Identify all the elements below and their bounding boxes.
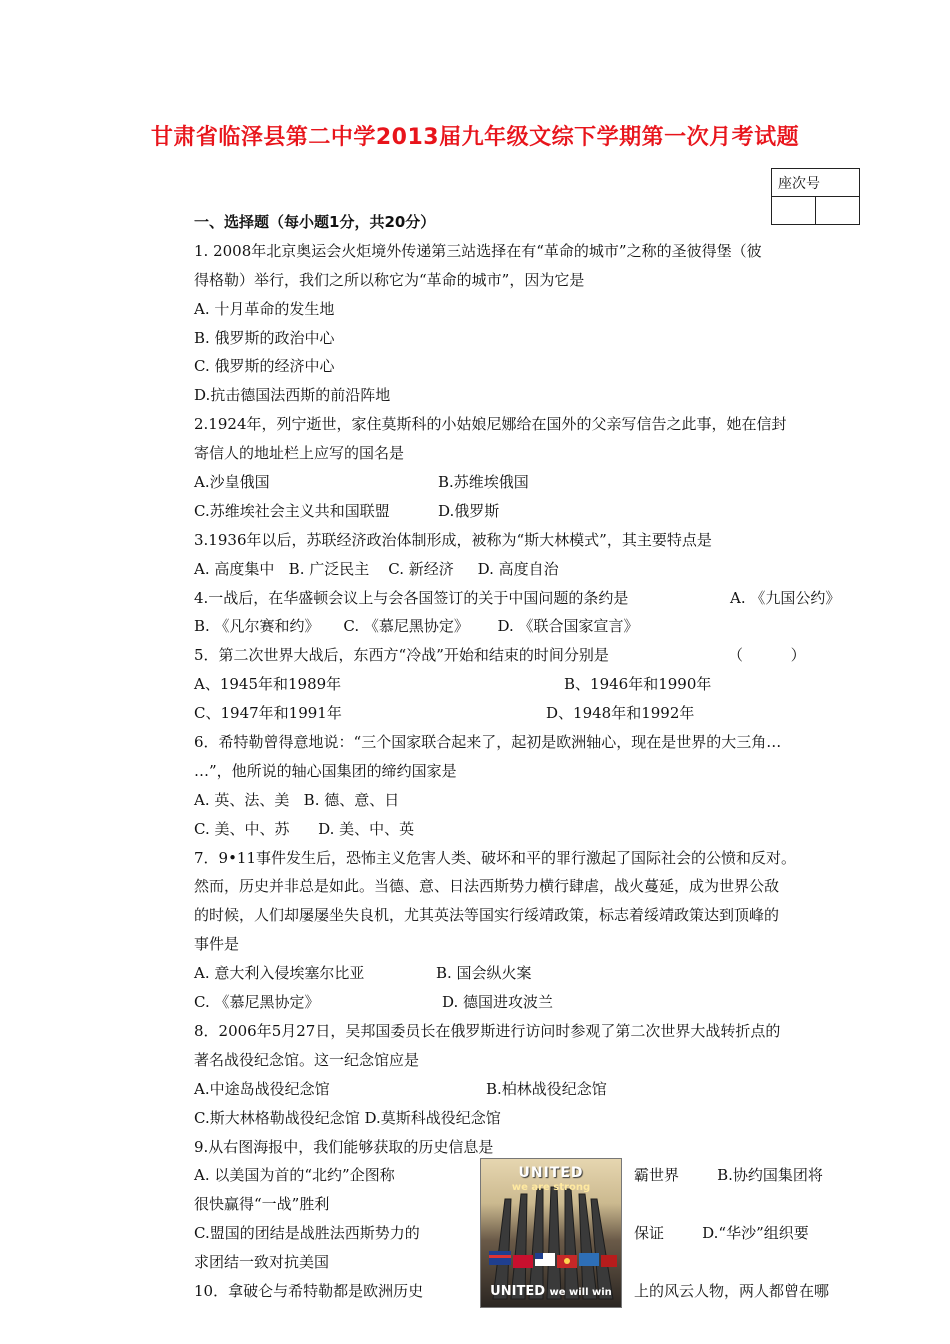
q1-option-c: C. 俄罗斯的经济中心 (194, 357, 335, 376)
q5-stem-line (194, 641, 862, 670)
exam-content (194, 208, 862, 1306)
poster-top-text: UNITED (518, 1165, 584, 1181)
q2-option-b: B.苏维埃俄国 (438, 473, 529, 492)
q2-option-a: A.沙皇俄国 (194, 473, 270, 492)
q7-stem-line-1: 7．9•11事件发生后，恐怖主义危害人类、破坏和平的罪行激起了国际社会的公愤和反对。 (194, 848, 797, 867)
q2-options-cd (194, 497, 862, 526)
q5-option-a: A、1945年和1989年 (194, 675, 342, 694)
q1-option-b: B. 俄罗斯的政治中心 (194, 328, 335, 347)
q6-options-cd: C. 美、中、苏 D. 美、中、英 (194, 819, 415, 838)
q4-option-a: A. 《九国公约》 (730, 588, 841, 607)
q9-row-4: 求团结一致对抗美国 (194, 1253, 330, 1272)
q2-stem-line-1: 2.1924年，列宁逝世，家住莫斯科的小姑娘尼娜给在国外的父亲写信告之此事，她在信封 (194, 415, 787, 434)
q2-options-ab (194, 468, 862, 497)
q4-stem: 4.一战后，在华盛顿会议上与会各国签订的关于中国问题的条约是 (194, 588, 629, 607)
q5-stem: 5．第二次世界大战后，东西方“冷战”开始和结束的时间分别是 (194, 646, 609, 665)
q3-stem: 3.1936年以后，苏联经济政治体制形成，被称为“斯大林模式”，其主要特点是 (194, 530, 712, 549)
poster-bottom-text (481, 1284, 621, 1299)
q7-option-c: C. 《慕尼黑协定》 (194, 993, 320, 1012)
q2-option-c: C.苏维埃社会主义共和国联盟 (194, 501, 390, 520)
q9-option-a-part1: A. 以美国为首的“北约”企图称 (194, 1166, 395, 1185)
q8-stem-line-2: 著名战役纪念馆。这一纪念馆应是 (194, 1050, 420, 1069)
q7-options-ab (194, 959, 862, 988)
q9-option-a-part2-b: 霸世界 B.协约国集团将 (634, 1166, 823, 1185)
poster-sub-text: we are strong (511, 1182, 591, 1193)
q5-option-c: C、1947年和1991年 (194, 704, 342, 723)
q8-option-a: A.中途岛战役纪念馆 (194, 1079, 330, 1098)
q6-stem-line-2: …”，他所说的轴心国集团的缔约国家是 (194, 761, 457, 780)
section-heading: 一、选择题（每小题1分，共20分） (194, 213, 436, 231)
q7-stem-line-2: 然而，历史并非总是如此。当德、意、日法西斯势力横行肆虐，战火蔓延，成为世界公敌 (194, 877, 780, 896)
q7-option-d: D. 德国进攻波兰 (442, 993, 554, 1012)
poster-bottom-main: UNITED (490, 1284, 545, 1299)
q7-option-b: B. 国会纵火案 (436, 964, 532, 983)
wwii-poster-image (480, 1158, 622, 1308)
q5-answer-paren: （ ） (728, 646, 806, 665)
q2-stem-line-2: 寄信人的地址栏上应写的国名是 (194, 444, 405, 463)
q9-option-c-part1: C.盟国的团结是战胜法西斯势力的 (194, 1224, 420, 1243)
q9-stem: 9.从右图海报中，我们能够获取的历史信息是 (194, 1137, 494, 1156)
q4-options: B. 《凡尔赛和约》 C. 《慕尼黑协定》 D. 《联合国家宣言》 (194, 617, 639, 636)
q4-stem-line (194, 584, 862, 613)
q9-row-2: 很快赢得“一战”胜利 (194, 1195, 330, 1214)
q1-stem-line-2: 得格勒）举行，我们之所以称它为“革命的城市”，因为它是 (194, 270, 585, 289)
q9-option-c-part2-d: 保证 D.“华沙”组织要 (634, 1224, 809, 1243)
q5-option-b: B、1946年和1990年 (564, 675, 712, 694)
q2-option-d: D.俄罗斯 (438, 501, 500, 520)
q7-stem-line-3: 的时候，人们却屡屡坐失良机，尤其英法等国实行绥靖政策，标志着绥靖政策达到顶峰的 (194, 906, 780, 925)
q5-options-ab (194, 670, 862, 699)
q3-options: A. 高度集中 B. 广泛民主 C. 新经济 D. 高度自治 (194, 559, 559, 578)
q5-options-cd (194, 699, 862, 728)
seat-number-label: 座次号 (772, 169, 860, 197)
q8-options-cd: C.斯大林格勒战役纪念馆 D.莫斯科战役纪念馆 (194, 1108, 501, 1127)
q6-stem-line-1: 6．希特勒曾得意地说：“三个国家联合起来了，起初是欧洲轴心，现在是世界的大三角… (194, 733, 782, 752)
q1-option-d: D.抗击德国法西斯的前沿阵地 (194, 386, 391, 405)
q7-option-a: A. 意大利入侵埃塞尔比亚 (194, 964, 365, 983)
exam-title: 甘肃省临泽县第二中学2013届九年级文综下学期第一次月考试题 (150, 125, 800, 150)
q7-stem-line-4: 事件是 (194, 935, 240, 954)
q7-options-cd (194, 988, 862, 1017)
q8-option-b: B.柏林战役纪念馆 (486, 1079, 607, 1098)
q10-stem-part1: 10．拿破仑与希特勒都是欧洲历史 (194, 1281, 424, 1300)
q8-options-ab (194, 1075, 862, 1104)
q6-options-ab: A. 英、法、美 B. 德、意、日 (194, 790, 400, 809)
q10-stem-part2: 上的风云人物，两人都曾在哪 (634, 1281, 830, 1300)
q1-option-a: A. 十月革命的发生地 (194, 299, 335, 318)
q8-stem-line-1: 8．2006年5月27日，吴邦国委员长在俄罗斯进行访问时参观了第二次世界大战转折点的 (194, 1021, 781, 1040)
poster-bottom-small: we will win (549, 1287, 612, 1298)
q5-option-d: D、1948年和1992年 (546, 704, 695, 723)
q1-stem-line-1: 1. 2008年北京奥运会火炬境外传递第三站选择在有“革命的城市”之称的圣彼得堡（彼 (194, 241, 762, 260)
